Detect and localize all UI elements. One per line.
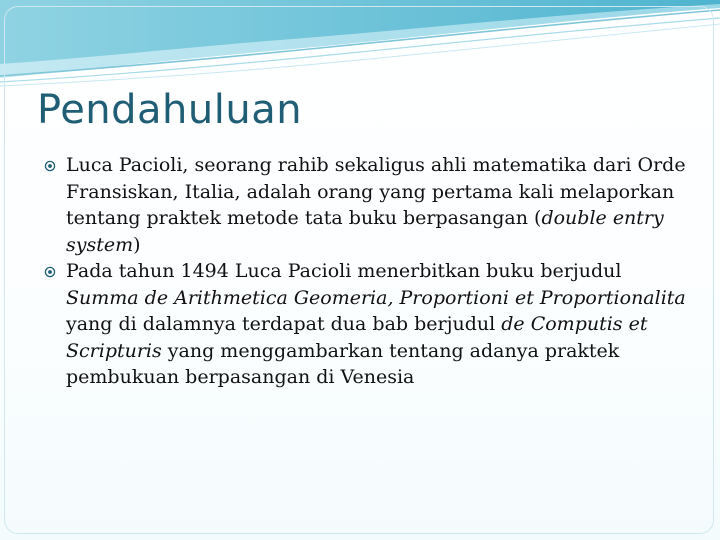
- bullet-text: ): [133, 233, 141, 256]
- bullet-ornament-icon: [44, 266, 56, 278]
- bullet-list: [44, 152, 694, 391]
- bullet-text: yang di dalamnya terdapat dua bab berjudul: [66, 313, 502, 335]
- bullet-item: [44, 152, 694, 258]
- header-wave-decoration: [0, 0, 720, 90]
- slide-title: Pendahuluan: [37, 87, 303, 133]
- bullet-text: yang menggambarkan tentang adanya praktek pembukuan berpasangan di Venesia: [66, 339, 620, 388]
- bullet-ornament-icon: [44, 160, 56, 172]
- bullet-italic-text: Summa de Arithmetica Geomeria, Proportioni et Proportionalita: [66, 286, 686, 309]
- bullet-italic-text: double entry system: [66, 207, 664, 256]
- bullet-item: [44, 258, 694, 391]
- bullet-italic-text: de Computis et Scripturis: [66, 313, 648, 362]
- bullet-text: Luca Pacioli, seorang rahib sekaligus ahli matematika dari Orde Fransiskan, Italia, adalah orang yang pertama kali melaporkan tentang praktek metode tata buku berpasangan (: [66, 154, 686, 229]
- bullet-text: Pada tahun 1494 Luca Pacioli menerbitkan buku berjudul: [66, 260, 622, 282]
